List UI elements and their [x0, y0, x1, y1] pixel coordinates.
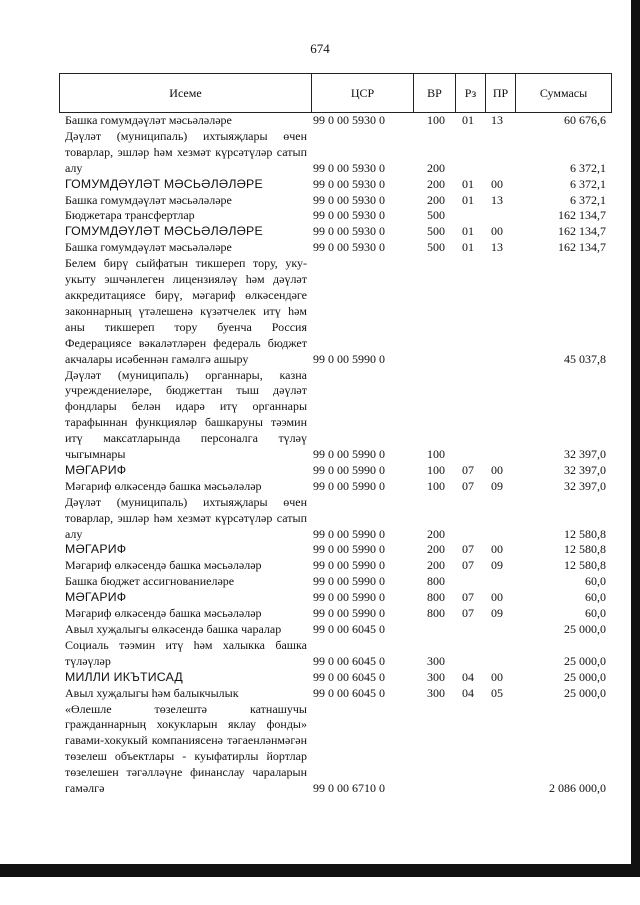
cell-vr: 100 [427, 113, 445, 127]
cell-pr: 00 [491, 224, 503, 239]
cell-vr: 500 [427, 208, 445, 223]
table-header [59, 73, 612, 113]
table-row [65, 256, 606, 367]
cell-name: МӘГАРИФ [65, 542, 127, 557]
table-row [65, 240, 606, 256]
cell-csr: 99 0 00 5990 0 [313, 558, 385, 573]
cell-sum: 60,0 [585, 574, 606, 589]
cell-pr: 13 [491, 113, 503, 127]
cell-csr: 99 0 00 5990 0 [313, 574, 385, 589]
table-row [65, 542, 606, 558]
cell-sum: 12 580,8 [564, 558, 606, 573]
cell-name: Мәгариф өлкәсендә башка мәсьәләләр [65, 478, 262, 493]
cell-csr: 99 0 00 5990 0 [313, 606, 385, 621]
table-row [65, 574, 606, 590]
cell-vr: 200 [427, 176, 445, 191]
cell-pr: 09 [491, 606, 503, 621]
table-row [65, 622, 606, 638]
cell-csr: 99 0 00 5990 0 [313, 447, 385, 462]
cell-sum: 6 372,1 [570, 160, 606, 175]
cell-rz: 07 [462, 542, 474, 557]
cell-csr: 99 0 00 5930 0 [313, 208, 385, 223]
cell-csr: 99 0 00 5990 0 [313, 462, 385, 477]
cell-name: Дәүләт (муниципаль) ихтыяҗлары өчен товарлар, эшләр һәм хезмәт күрсәтүләр сатып алу [65, 494, 307, 541]
cell-name: Дәүләт (муниципаль) ихтыяҗлары өчен товарлар, эшләр һәм хезмәт күрсәтүләр сатып алу [65, 128, 307, 175]
cell-name: Авыл хуҗалыгы һәм балыкчылык [65, 685, 239, 700]
cell-csr: 99 0 00 5930 0 [313, 192, 385, 207]
cell-vr: 200 [427, 526, 445, 541]
cell-name: Мәгариф өлкәсендә башка мәсьәләләр [65, 606, 262, 621]
cell-vr: 300 [427, 653, 445, 668]
cell-csr: 99 0 00 5990 0 [313, 351, 385, 366]
table-row [65, 638, 606, 670]
cell-name: Мәгариф өлкәсендә башка мәсьәләләр [65, 558, 262, 573]
table-row [65, 479, 606, 495]
cell-sum: 12 580,8 [564, 526, 606, 541]
cell-pr: 00 [491, 542, 503, 557]
cell-vr: 200 [427, 542, 445, 557]
cell-csr: 99 0 00 5990 0 [313, 590, 385, 605]
cell-sum: 60,0 [585, 590, 606, 605]
cell-rz: 04 [462, 669, 474, 684]
cell-csr: 99 0 00 6045 0 [313, 685, 385, 700]
scan-edge-right [631, 0, 640, 877]
table-row [65, 368, 606, 463]
cell-name: Белем бирү сыйфатын тикшереп тору, уку-укыту эшчәнлеген лицензияләү һәм дәүләт аккредитациясе бирү, мәгариф өлкәсендәге законнарның үтәлешенә күзәтчелек итү һәм аны тикшереп тору буенча Россия Федерациясе вәкаләтләрен федераль бюджет акчалары исәбеннән гамәлгә ашыру [65, 256, 307, 366]
cell-rz: 07 [462, 558, 474, 573]
cell-pr: 00 [491, 590, 503, 605]
cell-sum: 6 372,1 [570, 176, 606, 191]
cell-csr: 99 0 00 5930 0 [313, 160, 385, 175]
cell-name: Социаль тәэмин итү һәм халыкка башка түләүләр [65, 637, 307, 668]
cell-vr: 800 [427, 606, 445, 621]
cell-csr: 99 0 00 5930 0 [313, 113, 385, 127]
header-pr: ПР [486, 74, 516, 112]
cell-csr: 99 0 00 5990 0 [313, 478, 385, 493]
cell-vr: 200 [427, 192, 445, 207]
cell-sum: 25 000,0 [564, 669, 606, 684]
cell-name: Бюджетара трансфертлар [65, 208, 195, 223]
cell-vr: 300 [427, 669, 445, 684]
cell-rz: 07 [462, 606, 474, 621]
cell-pr: 00 [491, 462, 503, 477]
cell-name: Башка гомумдәүләт мәсьәләләре [65, 240, 232, 255]
cell-sum: 25 000,0 [564, 685, 606, 700]
cell-vr: 300 [427, 685, 445, 700]
table-row [65, 670, 606, 686]
cell-csr: 99 0 00 6045 0 [313, 622, 385, 636]
cell-vr: 200 [427, 558, 445, 573]
cell-pr: 13 [491, 192, 503, 207]
scan-edge-bottom [0, 864, 640, 877]
table-body [65, 113, 606, 797]
cell-vr: 100 [427, 447, 445, 462]
cell-sum: 162 134,7 [558, 224, 606, 239]
cell-pr: 13 [491, 240, 503, 255]
cell-rz: 04 [462, 685, 474, 700]
cell-rz: 01 [462, 192, 474, 207]
cell-sum: 32 397,0 [564, 447, 606, 462]
cell-csr: 99 0 00 5930 0 [313, 224, 385, 239]
table-row [65, 224, 606, 240]
page-number: 674 [310, 41, 330, 56]
cell-vr: 100 [427, 478, 445, 493]
cell-vr: 800 [427, 590, 445, 605]
cell-name: Дәүләт (муниципаль) органнары, казна учреждениеләре, бюджеттан тыш дәүләт фондлары белән идарә итү органнары тарафыннан функцияләр башкаруны тәэмин итү максатларында персоналга түләү чыгымнары [65, 367, 307, 462]
table-row [65, 590, 606, 606]
table-row [65, 208, 606, 224]
cell-sum: 162 134,7 [558, 240, 606, 255]
table-row [65, 193, 606, 209]
cell-sum: 162 134,7 [558, 208, 606, 223]
cell-vr: 500 [427, 240, 445, 255]
table-row [65, 113, 606, 129]
cell-pr: 05 [491, 685, 503, 700]
table-row [65, 606, 606, 622]
cell-name: «Өлешле төзелештә катнашучы гражданнарның хокукларын яклау фонды» гавами-хокукый компаниясенә тәгаенләнмәгән төзелеш объектлары - куыфатирлы йортлар төзелешен тәгәлләүне финанслау чараларын гамәлгә [65, 701, 307, 796]
cell-pr: 00 [491, 669, 503, 684]
cell-rz: 07 [462, 478, 474, 493]
cell-name: МӘГАРИФ [65, 462, 127, 477]
cell-rz: 01 [462, 113, 474, 127]
cell-name: МӘГАРИФ [65, 590, 127, 605]
cell-csr: 99 0 00 5990 0 [313, 542, 385, 557]
header-rz: Рз [456, 74, 486, 112]
cell-sum: 32 397,0 [564, 478, 606, 493]
table-row [65, 558, 606, 574]
header-vr: ВР [414, 74, 456, 112]
cell-pr: 09 [491, 558, 503, 573]
header-sum: Суммасы [539, 85, 588, 100]
cell-name: ГОМУМДӘҮЛӘТ МӘСЬӘЛӘЛӘРЕ [65, 224, 263, 239]
cell-vr: 500 [427, 224, 445, 239]
table-row [65, 177, 606, 193]
cell-csr: 99 0 00 6045 0 [313, 669, 385, 684]
cell-rz: 01 [462, 224, 474, 239]
cell-sum: 25 000,0 [564, 622, 606, 636]
cell-sum: 2 086 000,0 [549, 781, 606, 796]
table-row [65, 495, 606, 543]
cell-sum: 45 037,8 [564, 351, 606, 366]
cell-csr: 99 0 00 5930 0 [313, 176, 385, 191]
cell-sum: 6 372,1 [570, 192, 606, 207]
cell-name: Башка гомумдәүләт мәсьәләләре [65, 113, 232, 127]
cell-name: Башка бюджет ассигнованиеләре [65, 574, 235, 589]
header-name: Исеме [60, 74, 312, 112]
cell-pr: 00 [491, 176, 503, 191]
cell-sum: 32 397,0 [564, 462, 606, 477]
cell-vr: 100 [427, 462, 445, 477]
cell-sum: 25 000,0 [564, 653, 606, 668]
cell-csr: 99 0 00 6710 0 [313, 781, 385, 796]
cell-csr: 99 0 00 6045 0 [313, 653, 385, 668]
cell-rz: 01 [462, 240, 474, 255]
table-row [65, 129, 606, 177]
cell-rz: 07 [462, 462, 474, 477]
cell-rz: 07 [462, 590, 474, 605]
cell-pr: 09 [491, 478, 503, 493]
cell-sum: 60,0 [585, 606, 606, 621]
cell-csr: 99 0 00 5930 0 [313, 240, 385, 255]
table-row [65, 463, 606, 479]
table-row [65, 702, 606, 797]
cell-vr: 800 [427, 574, 445, 589]
header-csr: ЦСР [312, 74, 414, 112]
cell-rz: 01 [462, 176, 474, 191]
cell-name: Башка гомумдәүләт мәсьәләләре [65, 192, 232, 207]
cell-name: Авыл хуҗалыгы өлкәсендә башка чаралар [65, 622, 282, 636]
cell-sum: 12 580,8 [564, 542, 606, 557]
table-row [65, 686, 606, 702]
cell-sum: 60 676,6 [564, 113, 606, 127]
cell-vr: 200 [427, 160, 445, 175]
cell-name: ГОМУМДӘҮЛӘТ МӘСЬӘЛӘЛӘРЕ [65, 176, 263, 191]
cell-csr: 99 0 00 5990 0 [313, 526, 385, 541]
cell-name: МИЛЛИ ИКЪТИСАД [65, 669, 183, 684]
